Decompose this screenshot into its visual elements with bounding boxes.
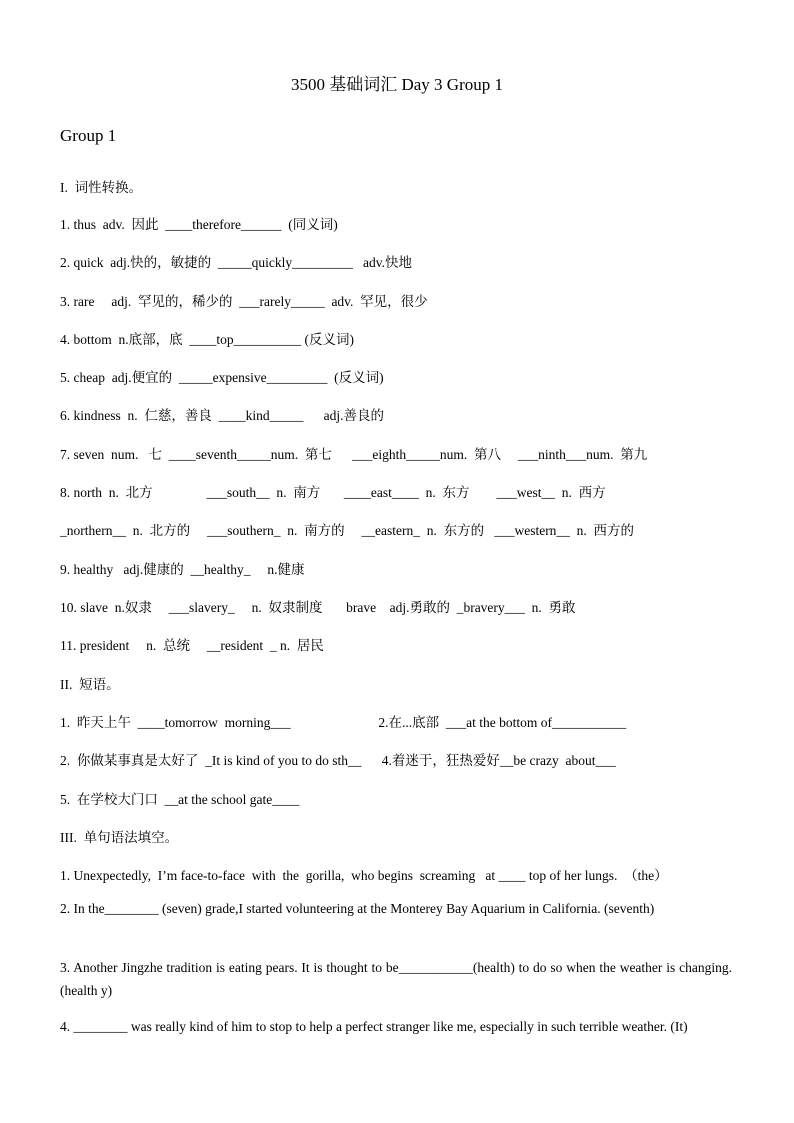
list-item: 9. healthy adj.健康的 __healthy_ n.健康 — [60, 562, 305, 577]
question-1: 1. Unexpectedly, I’m face-to-face with the gorilla, who begins screaming at ____ top of her lungs. （the） — [60, 868, 668, 883]
list-item: 2. 你做某事真是太好了 _It is kind of you to do sth__ 4.着迷于，狂热爱好__be crazy about___ — [60, 753, 616, 768]
list-item: 11. president n. 总统 __resident _ n. 居民 — [60, 638, 324, 653]
section-heading-grammar-fill: III. 单句语法填空。 — [60, 830, 179, 845]
section-heading-word-forms: I. 词性转换。 — [60, 180, 143, 195]
list-item: 7. seven num. 七 ____seventh_____num. 第七 ___eighth_____num. 第八 ___ninth___num. 第九 — [60, 447, 648, 462]
question-4: 4. ________ was really kind of him to stop to help a perfect stranger like me, especially in such terrible weather. (It) — [60, 1019, 688, 1034]
list-item: 6. kindness n. 仁慈，善良 ____kind_____ adj.善良的 — [60, 408, 384, 423]
list-item: 5. cheap adj.便宜的 _____expensive_________ (反义词) — [60, 370, 384, 385]
list-item: 1. 昨天上午 ____tomorrow morning___ 2.在...底部 ___at the bottom of___________ — [60, 715, 627, 730]
section-heading-phrases: II. 短语。 — [60, 677, 120, 692]
worksheet-title: 3500 基础词汇 Day 3 Group 1 — [290, 75, 503, 94]
question-2: 2. In the________ (seven) grade,I started volunteering at the Monterey Bay Aquarium in California. (seventh) — [60, 901, 655, 916]
list-item: 5. 在学校大门口 __at the school gate____ — [60, 792, 300, 807]
group-heading: Group 1 — [60, 126, 117, 145]
list-item: 1. thus adv. 因此 ____therefore______ (同义词) — [60, 217, 338, 232]
list-item: 3. rare adj. 罕见的，稀少的 ___rarely_____ adv. 罕见，很少 — [60, 294, 428, 309]
list-item: 4. bottom n.底部，底 ____top__________ (反义词) — [60, 332, 354, 347]
list-item: 2. quick adj.快的，敏捷的 _____quickly_________ adv.快地 — [60, 255, 412, 270]
list-item: _northern__ n. 北方的 ___southern_ n. 南方的 __eastern_ n. 东方的 ___western__ n. 西方的 — [60, 523, 635, 538]
list-item: 8. north n. 北方 ___south__ n. 南方 ____east____ n. 东方 ___west__ n. 西方 — [60, 485, 606, 500]
list-item: 10. slave n.奴隶 ___slavery_ n. 奴隶制度 brave adj.勇敢的 _bravery___ n. 勇敢 — [60, 600, 576, 615]
question-3: 3. Another Jingzhe tradition is eating pears. It is thought to be___________(health) to do so when the weather is changing. (health y) — [60, 960, 732, 998]
